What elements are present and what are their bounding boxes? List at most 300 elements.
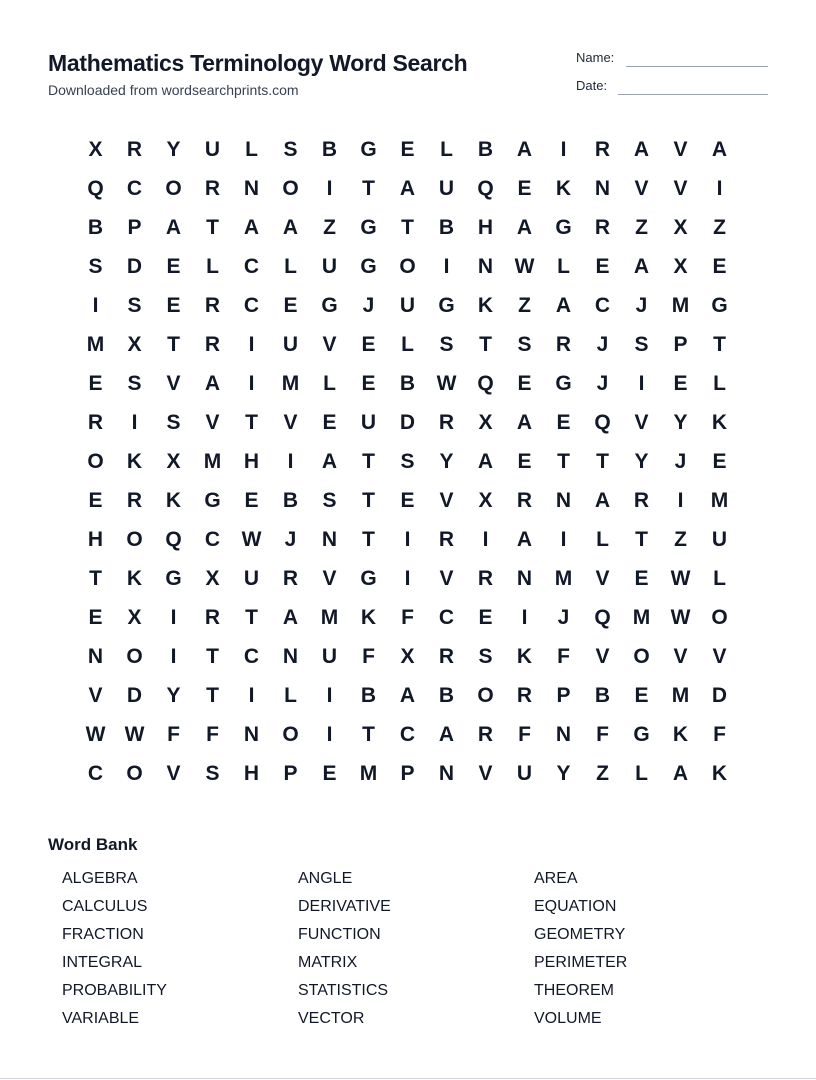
grid-letter: X	[673, 215, 688, 239]
grid-letter: S	[517, 332, 532, 356]
grid-letter: C	[243, 254, 260, 278]
grid-letter: V	[439, 566, 454, 590]
grid-letter: V	[673, 644, 688, 668]
word-bank-item: INTEGRAL	[62, 954, 143, 971]
grid-letter: L	[284, 683, 297, 707]
grid-letter: L	[440, 137, 453, 161]
grid-letter: W	[85, 722, 106, 746]
grid-letter: M	[359, 761, 378, 785]
grid-letter: H	[243, 761, 260, 785]
grid-letter: O	[87, 449, 104, 473]
grid-letter: U	[516, 761, 533, 785]
word-bank	[62, 869, 770, 1037]
grid-letter: A	[516, 527, 533, 551]
grid-letter: N	[438, 761, 455, 785]
grid-letter: G	[360, 254, 377, 278]
grid-letter: E	[244, 488, 259, 512]
grid-letter: A	[594, 488, 611, 512]
grid-letter: T	[362, 488, 375, 512]
grid-letter: E	[322, 761, 337, 785]
grid-letter: V	[439, 488, 454, 512]
grid-letter: V	[673, 137, 688, 161]
grid-letter: T	[479, 332, 492, 356]
grid-letter: K	[672, 722, 689, 746]
grid-letter: V	[478, 761, 493, 785]
grid-letter: T	[557, 449, 570, 473]
grid-letter: F	[401, 605, 414, 629]
grid-letter: K	[516, 644, 533, 668]
grid-letter: K	[126, 449, 143, 473]
grid-letter: L	[713, 371, 726, 395]
grid-letter: I	[131, 410, 138, 434]
grid-letter: X	[205, 566, 220, 590]
grid-letter: L	[284, 254, 297, 278]
grid-letter: U	[321, 254, 338, 278]
grid-letter: B	[87, 215, 104, 239]
grid-letter: Q	[165, 527, 182, 551]
grid-letter: A	[633, 137, 650, 161]
grid-letter: V	[322, 332, 337, 356]
grid-letter: F	[362, 644, 375, 668]
grid-letter: S	[166, 410, 181, 434]
grid-letter: N	[321, 527, 338, 551]
grid-letter: G	[633, 722, 650, 746]
grid-letter: T	[167, 332, 180, 356]
grid-letter: B	[594, 683, 611, 707]
grid-letter: E	[712, 254, 727, 278]
grid-letter: J	[284, 527, 297, 551]
grid-letter: Z	[713, 215, 726, 239]
grid-letter: I	[170, 605, 177, 629]
grid-letter: G	[165, 566, 182, 590]
grid-letter: T	[206, 683, 219, 707]
grid-letter: Z	[518, 293, 531, 317]
word-bank-item: FRACTION	[62, 926, 144, 943]
grid-letter: C	[243, 293, 260, 317]
grid-letter: E	[166, 254, 181, 278]
grid-letter: H	[477, 215, 494, 239]
grid-letter: Y	[673, 410, 688, 434]
grid-letter: B	[438, 215, 455, 239]
grid-letter: R	[204, 176, 221, 200]
grid-letter: Q	[87, 176, 104, 200]
word-bank-item: ANGLE	[298, 870, 353, 887]
grid-letter: B	[360, 683, 377, 707]
grid-letter: S	[88, 254, 103, 278]
grid-letter: P	[556, 683, 571, 707]
grid-letter: R	[438, 527, 455, 551]
grid-letter: R	[438, 644, 455, 668]
grid-letter: W	[514, 254, 535, 278]
grid-letter: T	[206, 215, 219, 239]
grid-letter: Z	[323, 215, 336, 239]
grid-letter: N	[555, 488, 572, 512]
grid-letter: N	[87, 644, 104, 668]
grid-letter: U	[399, 293, 416, 317]
grid-letter: M	[710, 488, 729, 512]
grid-letter: O	[126, 761, 143, 785]
grid-letter: Z	[635, 215, 648, 239]
grid-letter: B	[438, 683, 455, 707]
grid-letter: I	[443, 254, 450, 278]
grid-letter: N	[516, 566, 533, 590]
grid-letter: S	[322, 488, 337, 512]
grid-letter: V	[595, 644, 610, 668]
grid-letter: X	[166, 449, 181, 473]
grid-letter: C	[87, 761, 104, 785]
grid-letter: Y	[634, 449, 649, 473]
grid-letter: U	[321, 644, 338, 668]
grid-letter: K	[165, 488, 182, 512]
grid-letter: A	[243, 215, 260, 239]
grid-letter: E	[673, 371, 688, 395]
grid-letter: L	[635, 761, 648, 785]
word-bank-item: DERIVATIVE	[298, 898, 391, 915]
grid-letter: E	[595, 254, 610, 278]
grid-letter: L	[323, 371, 336, 395]
grid-letter: A	[477, 449, 494, 473]
grid-letter: F	[557, 644, 570, 668]
grid-letter: R	[555, 332, 572, 356]
grid-letter: V	[322, 566, 337, 590]
grid-letter: V	[283, 410, 298, 434]
grid-letter: X	[88, 137, 103, 161]
grid-letter: Q	[594, 605, 611, 629]
grid-letter: I	[326, 683, 333, 707]
grid-letter: J	[557, 605, 570, 629]
grid-letter: V	[166, 761, 181, 785]
grid-letter: D	[399, 410, 416, 434]
grid-letter: H	[87, 527, 104, 551]
grid-letter: I	[404, 527, 411, 551]
grid-letter: S	[439, 332, 454, 356]
source-note: Downloaded from wordsearchprints.com	[48, 82, 299, 98]
grid-letter: P	[283, 761, 298, 785]
grid-letter: G	[321, 293, 338, 317]
grid-letter: K	[555, 176, 572, 200]
grid-letter: U	[438, 176, 455, 200]
grid-letter: K	[711, 410, 728, 434]
grid-letter: E	[322, 410, 337, 434]
grid-letter: O	[633, 644, 650, 668]
grid-letter: V	[712, 644, 727, 668]
grid-letter: U	[282, 332, 299, 356]
grid-letter: E	[517, 449, 532, 473]
grid-letter: I	[92, 293, 99, 317]
grid-letter: L	[401, 332, 414, 356]
grid-letter: I	[248, 683, 255, 707]
grid-letter: V	[205, 410, 220, 434]
grid-letter: K	[126, 566, 143, 590]
grid-letter: A	[633, 254, 650, 278]
grid-letter: A	[555, 293, 572, 317]
word-bank-item: VOLUME	[534, 1010, 602, 1027]
grid-letter: E	[88, 488, 103, 512]
grid-letter: W	[241, 527, 262, 551]
grid-letter: T	[362, 722, 375, 746]
grid-letter: V	[634, 176, 649, 200]
date-field	[576, 78, 768, 98]
word-bank-item: VARIABLE	[62, 1010, 140, 1027]
grid-letter: V	[595, 566, 610, 590]
grid-letter: V	[88, 683, 103, 707]
grid-letter: O	[711, 605, 728, 629]
grid-letter: G	[204, 488, 221, 512]
grid-letter: C	[438, 605, 455, 629]
grid-letter: E	[283, 293, 298, 317]
word-bank-item: ALGEBRA	[62, 870, 138, 887]
grid-letter: I	[560, 137, 567, 161]
date-line	[618, 94, 768, 95]
grid-letter: Q	[594, 410, 611, 434]
grid-letter: T	[362, 449, 375, 473]
grid-letter: P	[400, 761, 415, 785]
grid-letter: X	[127, 605, 142, 629]
grid-letter: M	[203, 449, 222, 473]
grid-letter: R	[438, 410, 455, 434]
grid-letter: D	[126, 254, 143, 278]
grid-letter: I	[560, 527, 567, 551]
grid-letter: A	[711, 137, 728, 161]
grid-letter: H	[243, 449, 260, 473]
name-field	[576, 50, 768, 70]
grid-letter: T	[362, 527, 375, 551]
grid-letter: I	[716, 176, 723, 200]
grid-letter: N	[282, 644, 299, 668]
grid-letter: S	[127, 293, 142, 317]
grid-letter: O	[282, 722, 299, 746]
grid-letter: Y	[556, 761, 571, 785]
grid-letter: I	[248, 332, 255, 356]
grid-letter: L	[557, 254, 570, 278]
grid-letter: R	[204, 332, 221, 356]
grid-letter: A	[516, 410, 533, 434]
word-bank-item: STATISTICS	[298, 982, 389, 999]
grid-letter: A	[399, 176, 416, 200]
grid-letter: E	[634, 566, 649, 590]
grid-letter: E	[634, 683, 649, 707]
grid-letter: L	[596, 527, 609, 551]
grid-letter: N	[555, 722, 572, 746]
grid-letter: T	[245, 605, 258, 629]
grid-letter: C	[243, 644, 260, 668]
grid-letter: I	[404, 566, 411, 590]
grid-letter: E	[517, 371, 532, 395]
grid-letter: Y	[166, 683, 181, 707]
grid-letter: T	[713, 332, 726, 356]
grid-letter: M	[86, 332, 105, 356]
grid-letter: T	[635, 527, 648, 551]
grid-letter: S	[283, 137, 298, 161]
grid-letter: A	[321, 449, 338, 473]
grid-letter: O	[165, 176, 182, 200]
grid-letter: G	[711, 293, 728, 317]
grid-letter: R	[282, 566, 299, 590]
grid-letter: M	[281, 371, 300, 395]
grid-letter: A	[282, 605, 299, 629]
grid-letter: E	[400, 488, 415, 512]
grid-letter: I	[521, 605, 528, 629]
grid-letter: I	[482, 527, 489, 551]
grid-letter: R	[516, 488, 533, 512]
grid-letter: I	[170, 644, 177, 668]
grid-letter: Q	[477, 176, 494, 200]
grid-letter: R	[477, 722, 494, 746]
grid-letter: M	[632, 605, 651, 629]
grid-letter: W	[670, 605, 691, 629]
word-bank-item: GEOMETRY	[534, 926, 626, 943]
grid-letter: Z	[674, 527, 687, 551]
name-line	[626, 66, 768, 67]
word-bank-item: FUNCTION	[298, 926, 381, 943]
grid-letter: A	[399, 683, 416, 707]
grid-letter: R	[594, 215, 611, 239]
grid-letter: R	[633, 488, 650, 512]
grid-letter: F	[167, 722, 180, 746]
grid-letter: C	[126, 176, 143, 200]
grid-letter: F	[206, 722, 219, 746]
grid-letter: A	[165, 215, 182, 239]
grid-letter: W	[436, 371, 457, 395]
grid-letter: A	[516, 215, 533, 239]
grid-letter: A	[672, 761, 689, 785]
grid-letter: E	[361, 332, 376, 356]
grid-letter: K	[477, 293, 494, 317]
grid-letter: E	[712, 449, 727, 473]
grid-letter: G	[555, 371, 572, 395]
grid-letter: F	[596, 722, 609, 746]
grid-letter: I	[677, 488, 684, 512]
grid-letter: G	[555, 215, 572, 239]
page-title: Mathematics Terminology Word Search	[48, 50, 468, 76]
grid-letter: K	[711, 761, 728, 785]
grid-letter: I	[248, 371, 255, 395]
grid-letter: I	[638, 371, 645, 395]
grid-letter: B	[399, 371, 416, 395]
grid-letter: R	[516, 683, 533, 707]
grid-letter: E	[361, 371, 376, 395]
grid-letter: M	[554, 566, 573, 590]
grid-letter: T	[362, 176, 375, 200]
grid-letter: J	[674, 449, 687, 473]
grid-letter: O	[399, 254, 416, 278]
grid-letter: J	[596, 371, 609, 395]
grid-letter: R	[126, 488, 143, 512]
grid-letter: Y	[439, 449, 454, 473]
grid-letter: B	[321, 137, 338, 161]
grid-letter: T	[89, 566, 102, 590]
grid-letter: R	[477, 566, 494, 590]
grid-letter: L	[713, 566, 726, 590]
grid-letter: E	[88, 371, 103, 395]
word-bank-item: CALCULUS	[62, 898, 148, 915]
grid-letter: E	[88, 605, 103, 629]
word-bank-item: THEOREM	[534, 982, 614, 999]
word-bank-item: PERIMETER	[534, 954, 628, 971]
word-bank-item: EQUATION	[534, 898, 617, 915]
grid-letter: G	[438, 293, 455, 317]
grid-letter: N	[477, 254, 494, 278]
grid-letter: P	[127, 215, 142, 239]
grid-letter: G	[360, 137, 377, 161]
grid-letter: T	[206, 644, 219, 668]
grid-letter: A	[204, 371, 221, 395]
grid-letter: E	[517, 176, 532, 200]
grid-letter: T	[245, 410, 258, 434]
grid-letter: M	[671, 683, 690, 707]
grid-letter: G	[360, 215, 377, 239]
word-bank-item: PROBABILITY	[62, 982, 167, 999]
grid-letter: E	[556, 410, 571, 434]
grid-letter: S	[400, 449, 415, 473]
grid-letter: V	[634, 410, 649, 434]
grid-letter: O	[477, 683, 494, 707]
grid-letter: G	[360, 566, 377, 590]
grid-letter: R	[126, 137, 143, 161]
grid-letter: Z	[596, 761, 609, 785]
grid-letter: X	[478, 410, 493, 434]
grid-letter: A	[282, 215, 299, 239]
name-label: Name:	[576, 50, 615, 65]
grid-letter: D	[126, 683, 143, 707]
grid-letter: V	[673, 176, 688, 200]
grid-letter: D	[711, 683, 728, 707]
date-label: Date:	[576, 78, 608, 93]
word-bank-item: AREA	[534, 870, 578, 887]
grid-letter: R	[87, 410, 104, 434]
grid-letter: T	[401, 215, 414, 239]
grid-letter: K	[360, 605, 377, 629]
grid-letter: M	[320, 605, 339, 629]
grid-letter: R	[594, 137, 611, 161]
grid-letter: I	[326, 722, 333, 746]
grid-letter: E	[400, 137, 415, 161]
grid-letter: V	[166, 371, 181, 395]
grid-letter: W	[670, 566, 691, 590]
grid-letter: L	[206, 254, 219, 278]
word-bank-title: Word Bank	[48, 835, 138, 854]
grid-letter: Y	[166, 137, 181, 161]
grid-letter: U	[204, 137, 221, 161]
grid-letter: N	[243, 176, 260, 200]
grid-letter: J	[596, 332, 609, 356]
grid-letter: A	[516, 137, 533, 161]
grid-letter: J	[635, 293, 648, 317]
grid-letter: U	[711, 527, 728, 551]
grid-letter: C	[204, 527, 221, 551]
grid-letter: I	[287, 449, 294, 473]
grid-letter: S	[127, 371, 142, 395]
grid-letter: B	[477, 137, 494, 161]
grid-letter: E	[166, 293, 181, 317]
grid-letter: X	[673, 254, 688, 278]
grid-letter: C	[594, 293, 611, 317]
grid-letter: O	[282, 176, 299, 200]
grid-letter: N	[594, 176, 611, 200]
grid-letter: F	[518, 722, 531, 746]
grid-letter: R	[204, 293, 221, 317]
grid-letter: R	[204, 605, 221, 629]
grid-letter: E	[478, 605, 493, 629]
grid-letter: S	[205, 761, 220, 785]
grid-letter: Q	[477, 371, 494, 395]
grid-letter: X	[478, 488, 493, 512]
grid-letter: A	[438, 722, 455, 746]
grid-letter: O	[126, 527, 143, 551]
grid-letter: U	[243, 566, 260, 590]
grid-letter: N	[243, 722, 260, 746]
word-bank-item: VECTOR	[298, 1010, 365, 1027]
